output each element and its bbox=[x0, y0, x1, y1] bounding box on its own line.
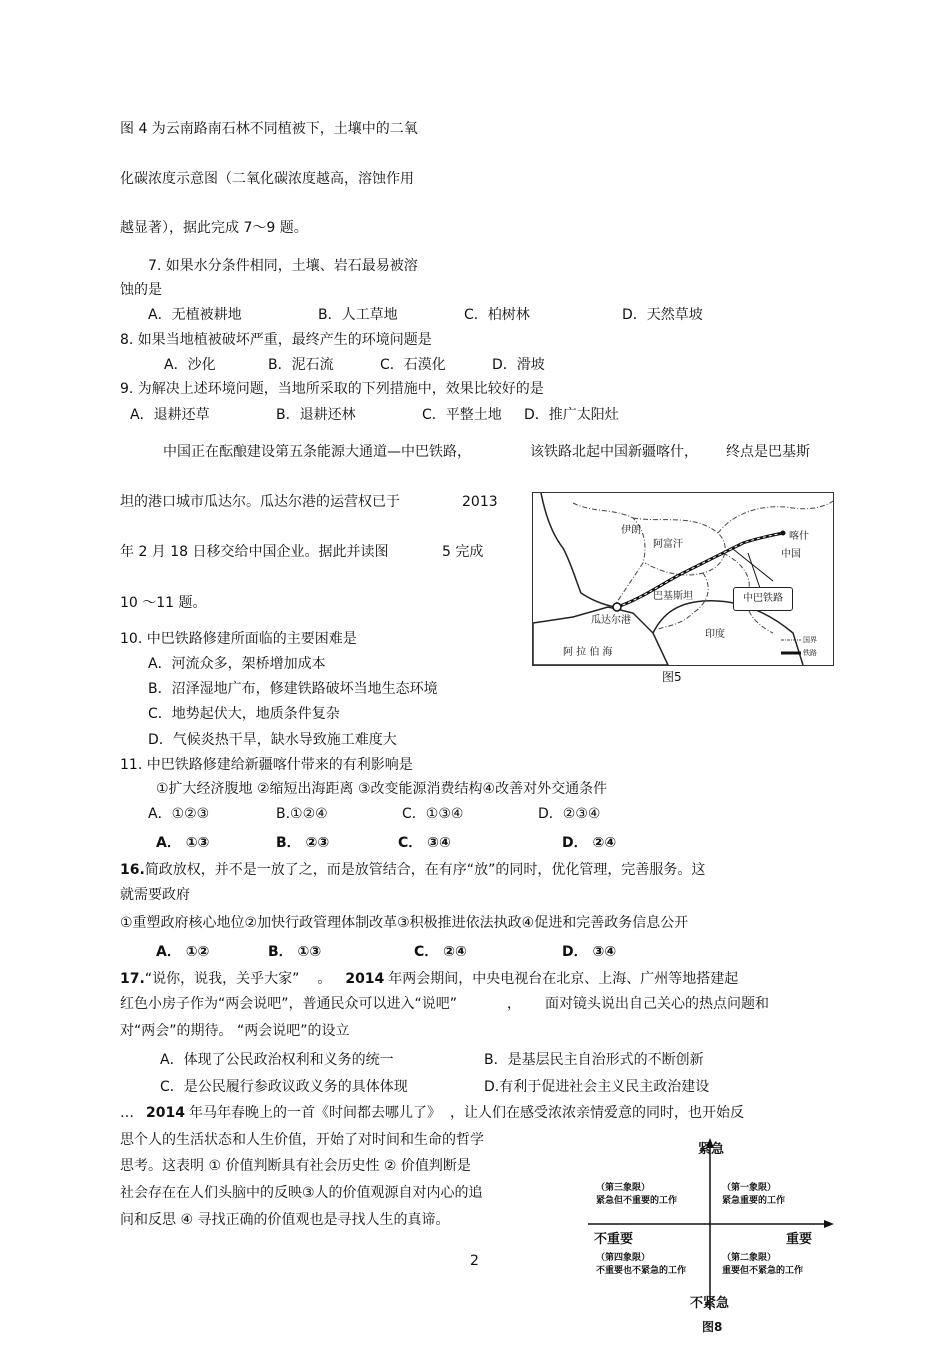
q17-line-1b: 。 bbox=[317, 971, 332, 987]
q11-option-c: C．①③④ bbox=[402, 806, 464, 822]
q4-title: （第四象限） bbox=[596, 1253, 651, 1263]
q8-option-b: B．泥石流 bbox=[268, 357, 334, 373]
q18-line-2: 思个人的生活状态和人生价值，开始了对时间和生命的哲学 bbox=[120, 1132, 484, 1148]
legend-border: 国界 bbox=[803, 636, 817, 644]
q17-line-1d: 年两会期间，中央电视台在北京、上海、广州等地搭建起 bbox=[388, 971, 739, 987]
label-pakistan: 巴基斯坦 bbox=[653, 591, 693, 602]
page-number: 2 bbox=[470, 1253, 479, 1269]
intro-line-1: 图 4 为云南路南石林不同植被下，土壤中的二氧 bbox=[120, 121, 418, 137]
label-not-important: 不重要 bbox=[594, 1232, 634, 1247]
q17-line-2c: 面对镜头说出自己关心的热点问题和 bbox=[545, 996, 770, 1012]
q11-stem: 11. 中巴铁路修建给新疆喀什带来的有利影响是 bbox=[120, 757, 413, 773]
q9-stem: 9. 为解决上述环境问题，当地所采取的下列措施中，效果比较好的是 bbox=[120, 381, 544, 397]
q16-option-d: D． ③④ bbox=[562, 944, 617, 960]
label-not-urgent: 不紧急 bbox=[690, 1296, 730, 1311]
q10-stem: 10. 中巴铁路修建所面临的主要困难是 bbox=[120, 631, 357, 647]
q8-option-c: C．石漠化 bbox=[380, 357, 446, 373]
q10-option-d: D．气候炎热干旱，缺水导致施工难度大 bbox=[148, 732, 397, 748]
q18-line-1d: ，让人们在感受浓浓亲情爱意的同时，也开始反 bbox=[449, 1105, 744, 1121]
q3-text: 紧急但不重要的工作 bbox=[596, 1196, 678, 1206]
q1-text: 紧急重要的工作 bbox=[722, 1196, 786, 1206]
extra-option-a: A． ①③ bbox=[156, 835, 210, 851]
q17-number: 17. bbox=[120, 971, 145, 987]
passage2-line-1c: 终点是巴基斯 bbox=[726, 444, 810, 460]
q11-option-a: A．①②③ bbox=[148, 806, 210, 822]
label-important: 重要 bbox=[786, 1232, 813, 1247]
passage2-line-2a: 坦的港口城市瓜达尔。瓜达尔港的运营权已于 bbox=[120, 494, 400, 510]
extra-option-b: B． ②③ bbox=[276, 835, 330, 851]
q16-option-c: C． ②④ bbox=[414, 944, 467, 960]
passage2-line-2b: 2013 bbox=[462, 494, 498, 510]
q7-option-d: D．天然草坡 bbox=[622, 307, 703, 323]
intro-line-2: 化碳浓度示意图（二氧化碳浓度越高，溶蚀作用 bbox=[120, 171, 414, 187]
q8-stem: 8. 如果当地植被破坏严重，最终产生的环境问题是 bbox=[120, 332, 432, 348]
q16-option-b: B． ①③ bbox=[268, 944, 322, 960]
q18-line-5: 问和反思 ④ 寻找正确的价值观也是寻找人生的真谛。 bbox=[120, 1212, 450, 1228]
q16-option-a: A． ①② bbox=[156, 944, 210, 960]
passage2-line-3a: 年 2 月 18 日移交给中国企业。据此并读图 bbox=[120, 544, 389, 560]
q17-line-1a: “说你，说我，关乎大家” bbox=[144, 971, 300, 987]
figure-8-caption: 图8 bbox=[702, 1320, 723, 1334]
map-drawing bbox=[533, 493, 833, 665]
q18-line-1a: … bbox=[120, 1105, 134, 1121]
extra-option-d: D． ②④ bbox=[562, 835, 617, 851]
q17-line-3: 对“两会”的期待。 “两会说吧”的设立 bbox=[120, 1023, 350, 1039]
label-india: 印度 bbox=[705, 629, 725, 640]
q16-stem bbox=[120, 861, 705, 879]
label-iran: 伊朗 bbox=[621, 525, 641, 536]
q17-option-c: C．是公民履行参政议政义务的具体体现 bbox=[160, 1079, 408, 1095]
passage2-line-3b: 5 完成 bbox=[442, 544, 484, 560]
passage2-line-4: 10 ～11 题。 bbox=[120, 595, 207, 611]
q17-line-2b: ， bbox=[507, 996, 522, 1012]
q17-line-2 bbox=[120, 995, 769, 1013]
q16-stem-text: 简政放权，并不是一放了之，而是放管结合，在有序“放”的同时，优化管理，完善服务。这 bbox=[144, 862, 706, 878]
figure-5-caption: 图5 bbox=[662, 670, 682, 684]
map-figure-5 bbox=[532, 492, 834, 666]
q3-title: （第三象限） bbox=[596, 1183, 651, 1193]
q1-title: （第一象限） bbox=[722, 1183, 777, 1193]
passage2-line-1b: 该铁路北起中国新疆喀什， bbox=[530, 444, 698, 460]
quadrant-3 bbox=[596, 1182, 677, 1208]
label-kashgar: 喀什 bbox=[789, 531, 809, 542]
q18-line-1b: 2014 bbox=[146, 1105, 185, 1121]
quadrant-axes bbox=[588, 1134, 834, 1310]
quadrant-4 bbox=[596, 1252, 686, 1278]
quadrant-1 bbox=[722, 1182, 785, 1208]
q10-option-b: B．沼泽湿地广布，修建铁路破坏当地生态环境 bbox=[148, 681, 438, 697]
q17-option-d: D.有利于促进社会主义民主政治建设 bbox=[484, 1079, 710, 1095]
quadrant-figure-8 bbox=[588, 1134, 834, 1310]
q9-option-c: C．平整土地 bbox=[422, 407, 502, 423]
q11-option-d: D．②③④ bbox=[538, 806, 601, 822]
intro-line-3: 越显著），据此完成 7～9 题。 bbox=[120, 220, 308, 236]
q17-line-1c: 2014 bbox=[345, 971, 385, 987]
legend-railway: 铁路 bbox=[803, 649, 817, 657]
q8-option-a: A．沙化 bbox=[164, 357, 216, 373]
q4-text: 不重要也不紧急的工作 bbox=[596, 1266, 687, 1276]
q7-option-b: B．人工草地 bbox=[318, 307, 398, 323]
q9-option-a: A．退耕还草 bbox=[130, 407, 210, 423]
q18-line-3: 思考。这表明 ① 价值判断具有社会历史性 ② 价值判断是 bbox=[120, 1158, 471, 1174]
q17-line-2a: 红色小房子作为“两会说吧”，普通民众可以进入“说吧” bbox=[120, 996, 458, 1012]
extra-option-c: C． ③④ bbox=[398, 835, 451, 851]
q16-number: 16. bbox=[120, 862, 145, 878]
label-china: 中国 bbox=[781, 549, 801, 560]
q11-option-b: B.①②④ bbox=[276, 806, 328, 822]
q17-line-1 bbox=[120, 970, 738, 988]
q8-option-d: D．滑坡 bbox=[492, 357, 545, 373]
q9-option-b: B．退耕还林 bbox=[276, 407, 356, 423]
q7-stem: 7. 如果水分条件相同，土壤、岩石最易被溶 bbox=[148, 258, 418, 274]
q7-stem-cont: 蚀的是 bbox=[120, 282, 162, 298]
label-afghanistan: 阿富汗 bbox=[653, 539, 683, 550]
q18-line-4: 社会存在在人们头脑中的反映③人的价值观源自对内心的追 bbox=[120, 1185, 483, 1201]
label-urgent: 紧急 bbox=[698, 1142, 725, 1157]
q18-line-1 bbox=[120, 1104, 744, 1122]
q17-option-a: A．体现了公民政治权利和义务的统一 bbox=[160, 1052, 394, 1068]
q10-option-c: C．地势起伏大，地质条件复杂 bbox=[148, 706, 340, 722]
q9-option-d: D．推广太阳灶 bbox=[524, 407, 619, 423]
q10-option-a: A．河流众多，架桥增加成本 bbox=[148, 656, 326, 672]
q16-stem-cont: 就需要政府 bbox=[120, 887, 190, 903]
q2-title: （第二象限） bbox=[722, 1253, 777, 1263]
railway-callout: 中巴铁路 bbox=[733, 587, 793, 611]
q18-line-1c: 年马年春晚上的一首《时间都去哪儿了》 bbox=[188, 1105, 434, 1121]
q7-option-a: A．无植被耕地 bbox=[148, 307, 242, 323]
label-arabian-sea: 阿 拉 伯 海 bbox=[563, 647, 613, 658]
q2-text: 重要但不紧急的工作 bbox=[722, 1266, 804, 1276]
q11-items: ①扩大经济腹地 ②缩短出海距离 ③改变能源消费结构④改善对外交通条件 bbox=[156, 781, 608, 797]
q17-option-b: B．是基层民主自治形式的不断创新 bbox=[484, 1052, 704, 1068]
label-gwadar: 瓜达尔港 bbox=[591, 615, 631, 626]
q16-items: ①重塑政府核心地位②加快行政管理体制改革③积极推进依法执政④促进和完善政务信息公开 bbox=[120, 915, 689, 931]
passage2-line-1a: 中国正在酝酿建设第五条能源大通道—中巴铁路， bbox=[163, 444, 471, 460]
quadrant-2 bbox=[722, 1252, 803, 1278]
q7-option-c: C．柏树林 bbox=[464, 307, 530, 323]
